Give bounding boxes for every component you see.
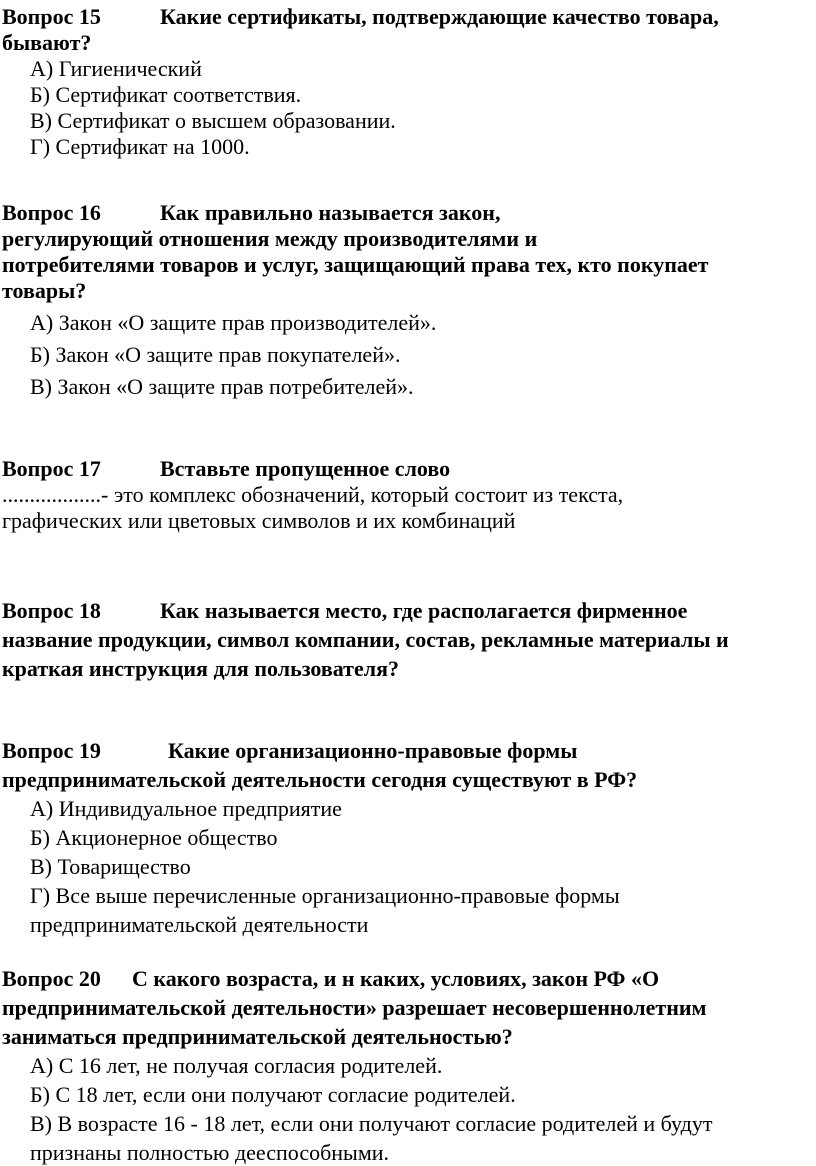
question-18-number: Вопрос 18 — [2, 598, 101, 623]
question-20 — [2, 966, 814, 1166]
answer-16-c: В) Закон «О защите прав потребителей». — [30, 374, 414, 399]
answer-15-d: Г) Сертификат на 1000. — [30, 134, 250, 159]
answer-19-b: Б) Акционерное общество — [30, 825, 278, 850]
answer-20-c: В) В возрасте 16 - 18 лет, если они получают согласие родителей и будут — [30, 1111, 713, 1136]
question-16-title-line1: Как правильно называется закон, — [160, 200, 501, 225]
question-19-title-line2: предпринимательской деятельности сегодня существуют в РФ? — [2, 767, 638, 792]
question-15-heading — [2, 4, 814, 30]
question-16-title-line2: регулирующий отношения между производителями и — [2, 226, 538, 251]
question-19-title-line1: Какие организационно-правовые формы — [168, 738, 578, 763]
question-15-title-line2: бывают? — [2, 30, 92, 55]
answer-20-c-continued: признаны полностью дееспособными. — [30, 1140, 390, 1165]
answer-20-a: А) С 16 лет, не получая согласия родителей. — [30, 1053, 443, 1078]
answer-16-b: Б) Закон «О защите прав покупателей». — [30, 342, 401, 367]
question-17-heading — [2, 456, 814, 482]
question-19-number: Вопрос 19 — [2, 738, 101, 763]
question-17-text-line2: графических или цветовых символов и их комбинаций — [2, 508, 516, 533]
question-16-title-line3: потребителями товаров и услуг, защищающий права тех, кто покупает — [2, 252, 709, 277]
question-17-number: Вопрос 17 — [2, 456, 101, 481]
question-17 — [2, 456, 814, 534]
question-17-title-line1: Вставьте пропущенное слово — [160, 456, 451, 481]
question-15-number: Вопрос 15 — [2, 4, 101, 29]
answer-15-b: Б) Сертификат соответствия. — [30, 82, 302, 107]
question-20-title-line1: С какого возраста, и н каких, условиях, закон РФ «О — [132, 966, 660, 991]
answer-15-a: А) Гигиенический — [30, 56, 202, 81]
answer-19-c: В) Товарищество — [30, 854, 191, 879]
question-18-title-line2: название продукции, символ компании, состав, рекламные материалы и — [2, 627, 729, 652]
question-18-title-line1: Как называется место, где располагается фирменное — [160, 598, 688, 623]
answer-19-d: Г) Все выше перечисленные организационно-правовые формы — [30, 883, 620, 908]
answer-20-b: Б) С 18 лет, если они получают согласие родителей. — [30, 1082, 516, 1107]
question-15 — [2, 4, 814, 160]
question-20-title-line3: заниматься предпринимательской деятельностью? — [2, 1024, 513, 1049]
question-18 — [2, 598, 814, 682]
question-18-heading — [2, 598, 814, 624]
question-16-number: Вопрос 16 — [2, 200, 101, 225]
answer-16-a: А) Закон «О защите прав производителей». — [30, 310, 437, 335]
question-20-title-line2: предпринимательской деятельности» разрешает несовершеннолетним — [2, 995, 707, 1020]
question-19-heading — [2, 738, 814, 764]
question-18-title-line3: краткая инструкция для пользователя? — [2, 656, 399, 681]
question-19 — [2, 738, 814, 938]
answer-19-a: А) Индивидуальное предприятие — [30, 796, 342, 821]
question-20-heading — [2, 966, 814, 992]
question-17-text-line1: ..................- это комплекс обозначений, который состоит из текста, — [2, 482, 624, 507]
answer-19-d-continued: предпринимательской деятельности — [30, 912, 369, 937]
question-16-title-line4: товары? — [2, 278, 87, 303]
question-16-heading — [2, 200, 814, 226]
question-16 — [2, 200, 814, 400]
question-20-number: Вопрос 20 — [2, 966, 101, 991]
question-15-title-line1: Какие сертификаты, подтверждающие качество товара, — [160, 4, 719, 29]
answer-15-c: В) Сертификат о высшем образовании. — [30, 108, 396, 133]
